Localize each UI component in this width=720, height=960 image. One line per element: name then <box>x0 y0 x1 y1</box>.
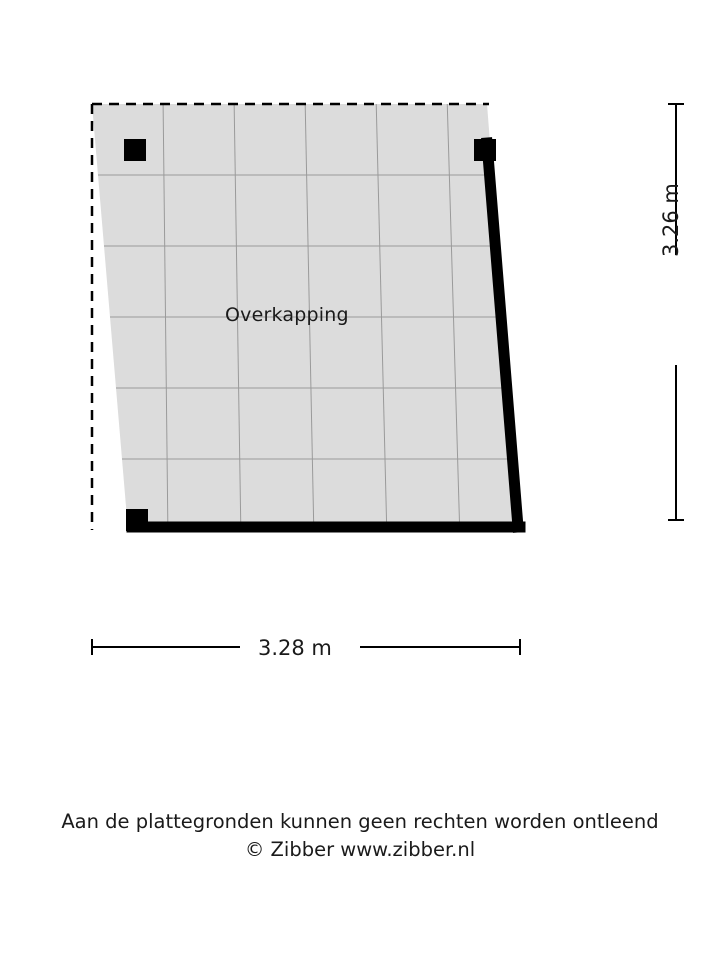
pillar-top-right <box>474 139 496 161</box>
room-label-overkapping: Overkapping <box>225 304 349 326</box>
disclaimer-text: Aan de plattegronden kunnen geen rechten worden ontleend <box>61 810 659 833</box>
dimension-height-label: 3.26 m <box>659 183 683 257</box>
pillar-bottom-left <box>126 509 148 531</box>
dimension-line-height <box>668 104 684 520</box>
dimension-width-label: 3.28 m <box>258 636 332 660</box>
pillar-top-left <box>124 139 146 161</box>
copyright-text: © Zibber www.zibber.nl <box>244 838 476 861</box>
